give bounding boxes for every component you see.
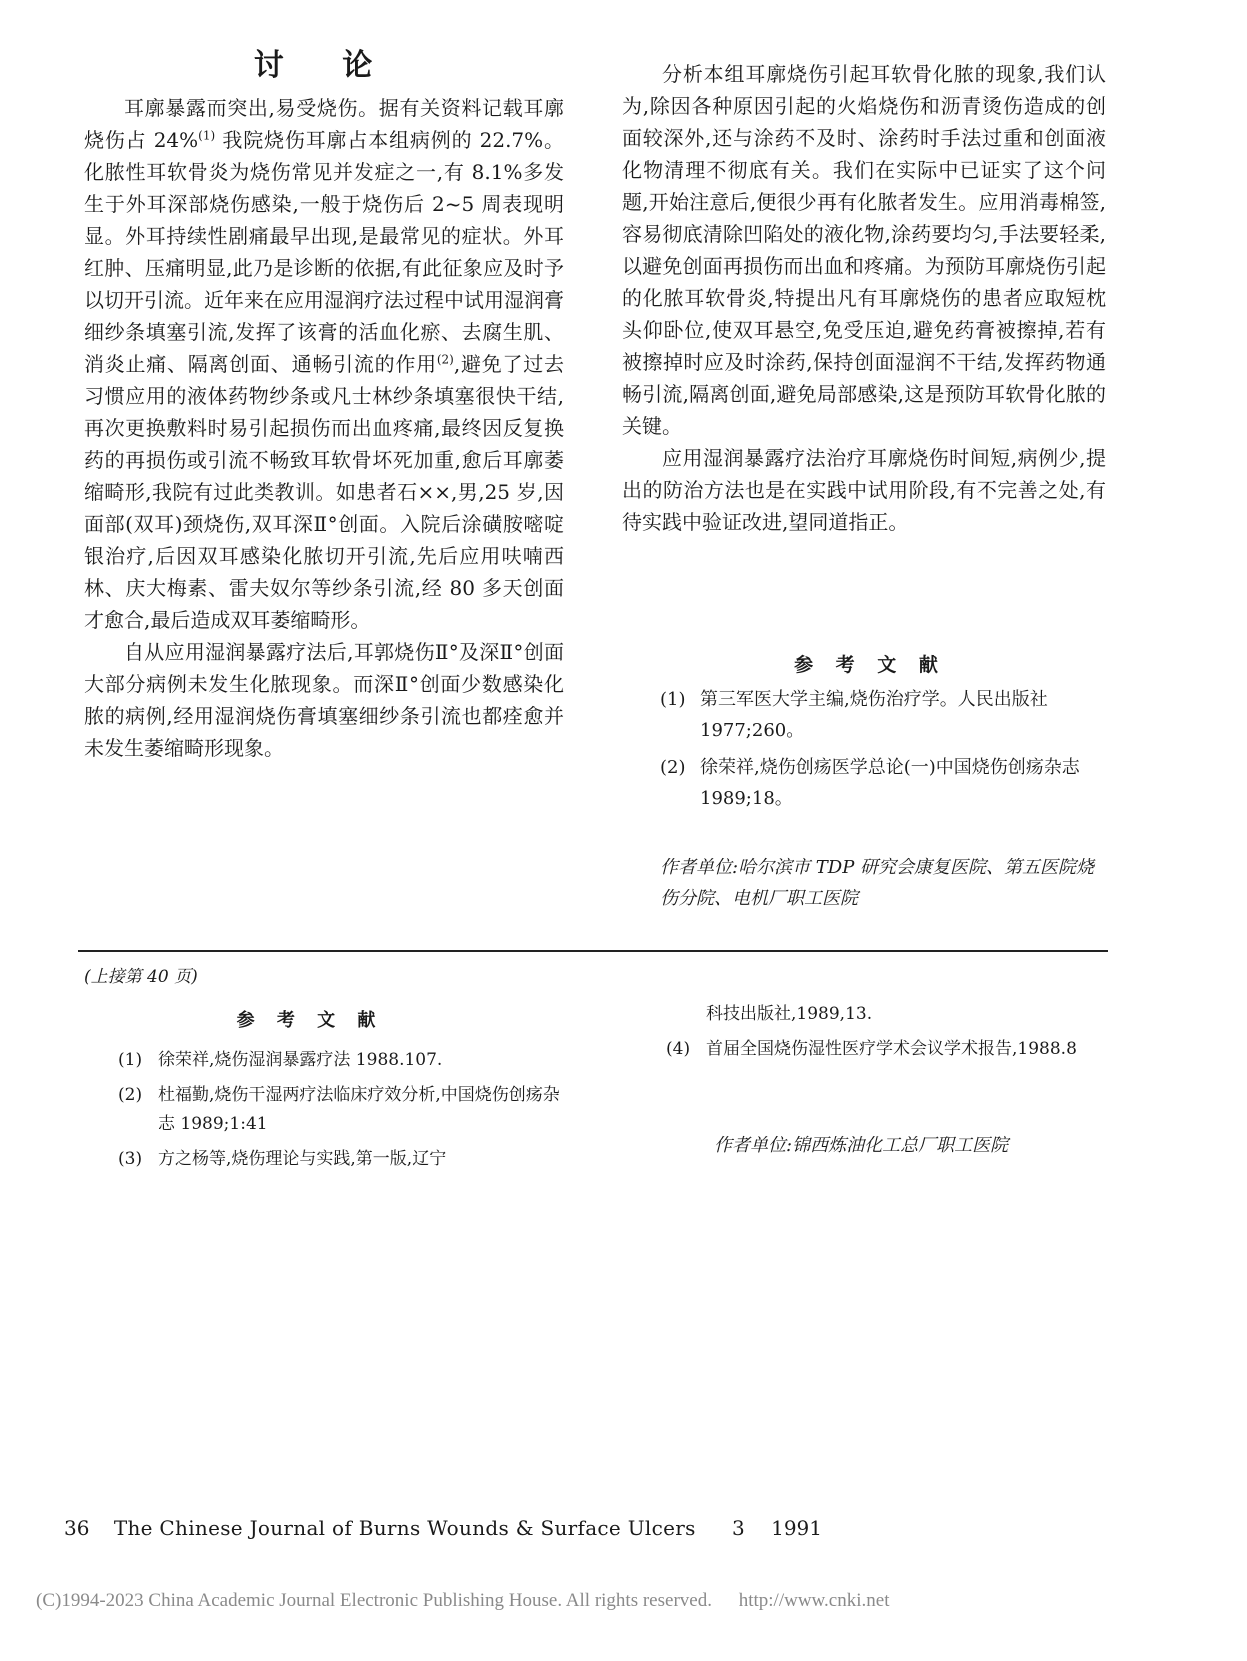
right-column: [622, 58, 1106, 538]
reference-item: [660, 684, 1108, 746]
reference-continuation: [666, 1000, 1110, 1029]
section-title: 讨 论: [253, 48, 397, 83]
references-title: 参 考 文 献: [794, 654, 946, 676]
reference-text: 方之杨等,烧伤理论与实践,第一版,辽宁: [158, 1149, 447, 1169]
paragraph: 自从应用湿润暴露疗法后,耳郭烧伤Ⅱ°及深Ⅱ°创面大部分病例未发生化脓现象。而深Ⅱ°创面少数感染化脓的病例,经用湿润烧伤膏填塞细纱条引流也都痊愈并未发生萎缩畸形现象。: [84, 640, 564, 760]
references-title: 参 考 文 献: [236, 1010, 384, 1031]
left-column: [84, 92, 564, 764]
journal-name: The Chinese Journal of Burns Wounds & Surface Ulcers: [113, 1516, 696, 1540]
reference-number: (3): [118, 1149, 143, 1169]
page-number: 36: [64, 1516, 90, 1540]
reference-number: (2): [660, 757, 686, 778]
reference-number: (1): [660, 689, 686, 710]
publication-year: 1991: [771, 1516, 823, 1540]
reference-item: [118, 1145, 564, 1174]
reference-item: [118, 1081, 564, 1139]
paragraph: 应用湿润暴露疗法治疗耳廓烧伤时间短,病例少,提出的防治方法也是在实践中试用阶段,有不完善之处,有待实践中验证改进,望同道指正。: [622, 446, 1106, 534]
reference-text: 第三军医大学主编,烧伤治疗学。人民出版社 1977;260。: [700, 689, 1048, 741]
reference-number: (1): [118, 1050, 143, 1070]
cnki-link[interactable]: http://www.cnki.net: [738, 1590, 890, 1611]
paragraph: 耳廓暴露而突出,易受烧伤。据有关资料记载耳廓烧伤占 24%$^{(1)}$ 我院烧伤耳廓占本组病例的 22.7%。化脓性耳软骨炎为烧伤常见并发症之一,有 8.1%多发生于外耳深部烧伤感染,一般于烧伤后 2~5 周表现明显。外耳持续性剧痛最早出现,是最常见的症状。外耳红肿、压痛明显,此乃是诊断的依据,有此征象应及时予以切开引流。近年来在应用湿润疗法过程中试用湿润膏细纱条填塞引流,发挥了该膏的活血化瘀、去腐生肌、消炎止痛、隔离创面、通畅引流的作用$^{(2)}$,避免了过去习惯应用的液体药物纱条或凡士林纱条填塞很快干结,再次更换敷料时易引起损伤而出血疼痛,最终因反复换药的再损伤或引流不畅致耳软骨坏死加重,愈后耳廓萎缩畸形,我院有过此类教训。如患者石××,男,25 岁,因面部(双耳)颈烧伤,双耳深Ⅱ°创面。入院后涂磺胺嘧啶银治疗,后因双耳感染化脓切开引流,先后应用呋喃西林、庆大梅素、雷夫奴尔等纱条引流,经 80 多天创面才愈合,最后造成双耳萎缩畸形。: [84, 96, 565, 632]
author-affiliation: 作者单位:锦西炼油化工总厂职工医院: [714, 1135, 1009, 1156]
reference-text: 徐荣祥,烧伤湿润暴露疗法 1988.107.: [158, 1050, 443, 1070]
reference-text: 科技出版社,1989,13.: [706, 1004, 873, 1024]
copyright-text: (C)1994-2023 China Academic Journal Electronic Publishing House. All rights reserved.: [36, 1590, 712, 1611]
section-divider: [78, 950, 1108, 952]
continued-from-note: (上接第 40 页): [84, 967, 198, 987]
reference-number: (4): [666, 1039, 691, 1059]
reference-item: [118, 1046, 564, 1075]
copyright-line: [36, 1590, 1216, 1612]
journal-footer: [64, 1516, 824, 1540]
author-affiliation: 作者单位:哈尔滨市 TDP 研究会康复医院、第五医院烧伤分院、电机厂职工医院: [660, 857, 1095, 909]
reference-text: 杜福勤,烧伤干湿两疗法临床疗效分析,中国烧伤创疡杂志 1989;1:41: [158, 1085, 560, 1134]
references-list: [118, 1046, 564, 1180]
reference-text: 徐荣祥,烧伤创疡医学总论(一)中国烧伤创疡杂志 1989;18。: [700, 757, 1080, 809]
reference-text: 首届全国烧伤湿性医疗学术会议学术报告,1988.8: [706, 1039, 1077, 1059]
reference-number: (2): [118, 1085, 143, 1105]
paragraph: 分析本组耳廓烧伤引起耳软骨化脓的现象,我们认为,除因各种原因引起的火焰烧伤和沥青烫伤造成的创面较深外,还与涂药不及时、涂药时手法过重和创面液化物清理不彻底有关。我们在实际中已证实了这个问题,开始注意后,便很少再有化脓者发生。应用消毒棉签,容易彻底清除凹陷处的液化物,涂药要均匀,手法要轻柔,以避免创面再损伤而出血和疼痛。为预防耳廓烧伤引起的化脓耳软骨炎,特提出凡有耳廓烧伤的患者应取短枕头仰卧位,使双耳悬空,免受压迫,避免药膏被擦掉,若有被擦掉时应及时涂药,保持创面湿润不干结,发挥药物通畅引流,隔离创面,避免局部感染,这是预防耳软骨化脓的关键。: [622, 62, 1106, 438]
reference-item: [660, 752, 1108, 814]
issue-number: 3: [732, 1516, 745, 1540]
reference-item: [666, 1035, 1110, 1064]
references-list: [660, 684, 1108, 820]
references-list-continued: [666, 1000, 1110, 1070]
